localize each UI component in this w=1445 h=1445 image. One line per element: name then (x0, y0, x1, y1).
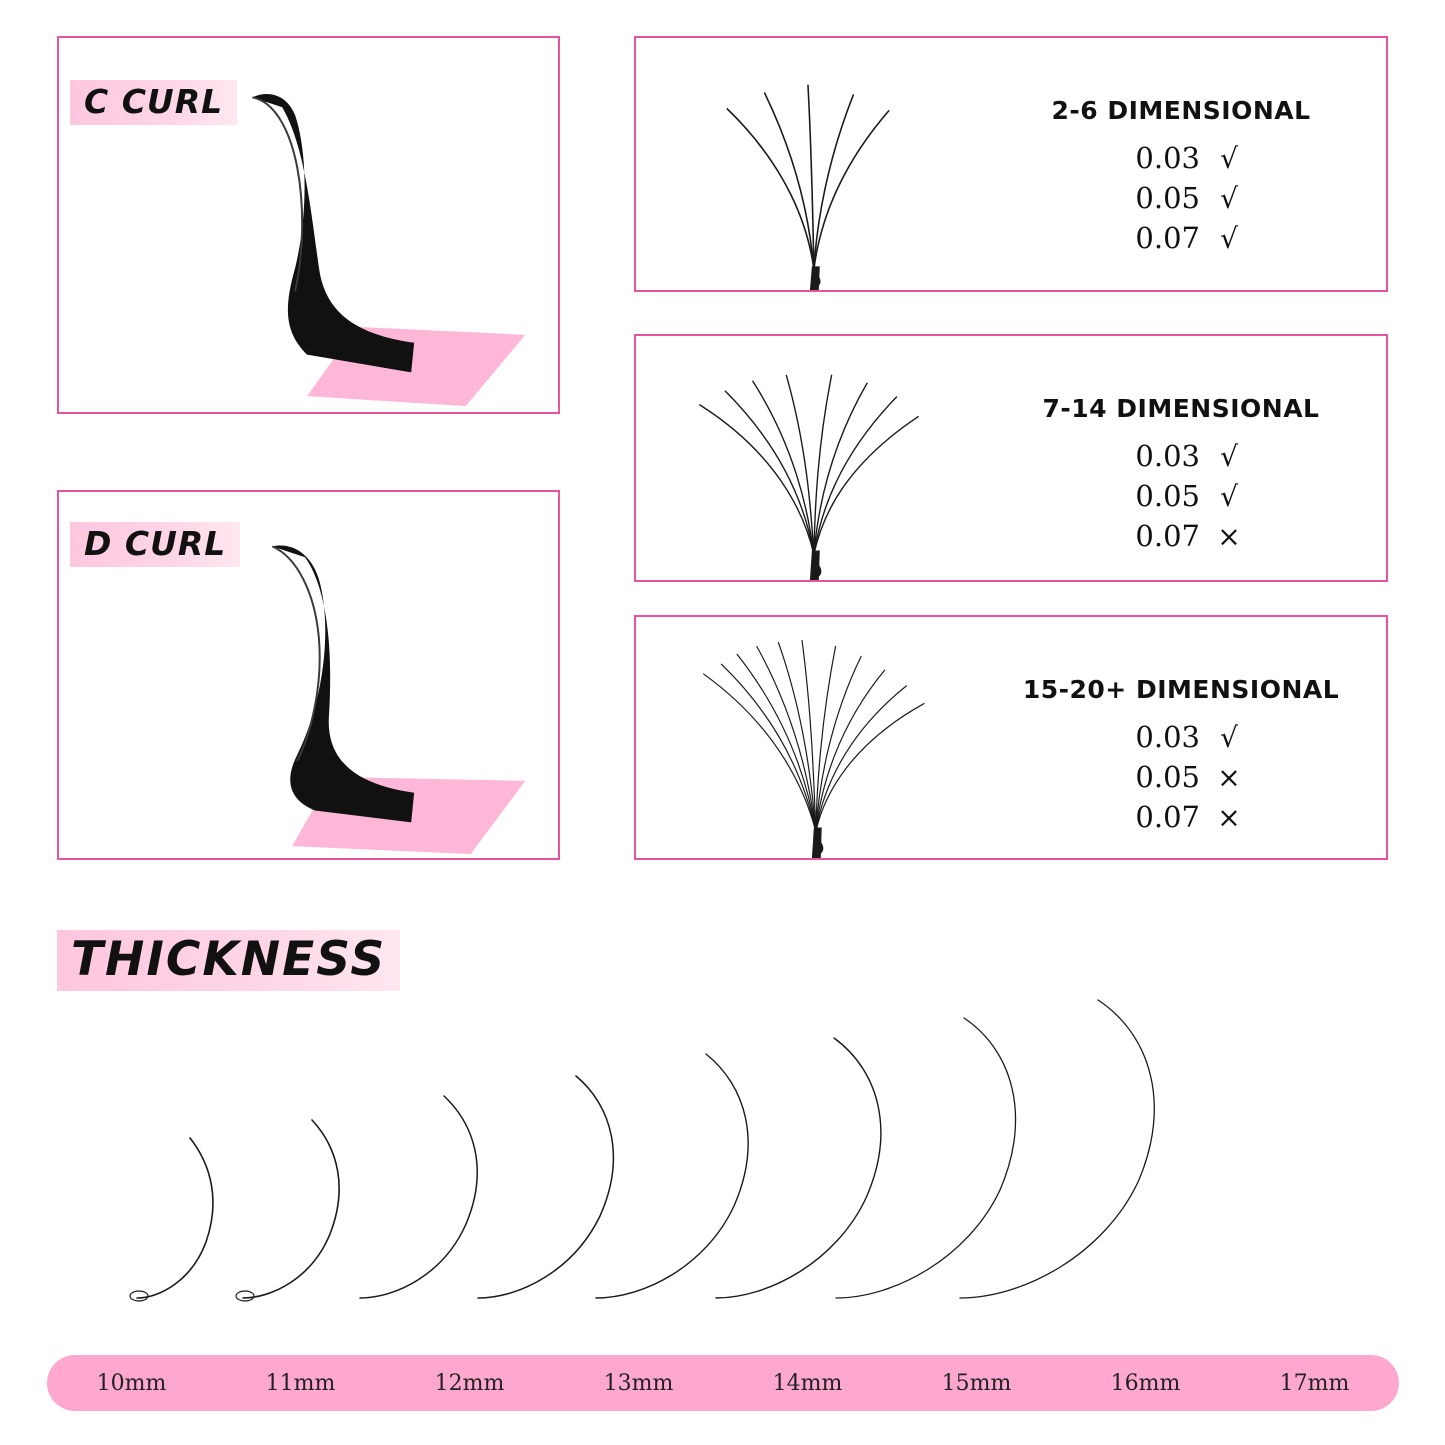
c-curl-label: C CURL (84, 82, 224, 121)
d-curl-panel (57, 490, 560, 860)
size-label: 14mm (772, 1370, 843, 1396)
spec-mark: √ (1220, 480, 1238, 513)
spec-value: 0.07 (1135, 221, 1200, 255)
fan-illustration-2-6 (636, 38, 976, 290)
fan-illustration-7-14 (636, 336, 976, 580)
dimensional-panel-2-6 (634, 36, 1388, 292)
dimensional-title: 15-20+ DIMENSIONAL (1022, 675, 1340, 704)
spec-row (1104, 479, 1258, 513)
thickness-curves (40, 980, 1410, 1310)
spec-list (1104, 141, 1258, 255)
spec-row (1104, 519, 1258, 553)
size-label: 16mm (1110, 1370, 1181, 1396)
dimensional-panel-15-20 (634, 615, 1388, 860)
size-label: 10mm (96, 1370, 167, 1396)
fan-illustration-15-20 (636, 617, 976, 858)
spec-row (1104, 439, 1258, 473)
spec-mark: √ (1220, 222, 1238, 255)
c-curl-label-chip (70, 80, 237, 125)
dimensional-title: 7-14 DIMENSIONAL (1042, 394, 1320, 423)
size-label: 12mm (434, 1370, 505, 1396)
dimensional-panel-7-14 (634, 334, 1388, 582)
thickness-size-bar (47, 1355, 1399, 1411)
spec-mark: √ (1220, 182, 1238, 215)
size-label: 15mm (941, 1370, 1012, 1396)
spec-mark: √ (1220, 440, 1238, 473)
size-label: 13mm (603, 1370, 674, 1396)
spec-row (1104, 760, 1258, 794)
spec-row (1104, 800, 1258, 834)
spec-mark: √ (1220, 721, 1238, 754)
spec-value: 0.03 (1135, 439, 1200, 473)
spec-value: 0.05 (1135, 479, 1200, 513)
spec-row (1104, 221, 1258, 255)
c-curl-panel (57, 36, 560, 414)
spec-value: 0.07 (1135, 519, 1200, 553)
spec-list (1104, 439, 1258, 553)
spec-mark: × (1217, 761, 1241, 794)
thickness-label: THICKNESS (71, 932, 387, 987)
spec-value: 0.03 (1135, 720, 1200, 754)
d-curl-label-chip (70, 522, 240, 567)
spec-value: 0.05 (1135, 760, 1200, 794)
spec-mark: × (1217, 520, 1241, 553)
size-label: 11mm (265, 1370, 336, 1396)
spec-row (1104, 720, 1258, 754)
spec-row (1104, 181, 1258, 215)
d-curl-label: D CURL (84, 524, 227, 563)
spec-mark: √ (1220, 142, 1238, 175)
thickness-lash-row (40, 980, 1410, 1310)
spec-value: 0.03 (1135, 141, 1200, 175)
spec-value: 0.07 (1135, 800, 1200, 834)
spec-value: 0.05 (1135, 181, 1200, 215)
spec-list (1104, 720, 1258, 834)
dimensional-title: 2-6 DIMENSIONAL (1051, 96, 1311, 125)
size-label: 17mm (1279, 1370, 1350, 1396)
spec-mark: × (1217, 801, 1241, 834)
spec-row (1104, 141, 1258, 175)
